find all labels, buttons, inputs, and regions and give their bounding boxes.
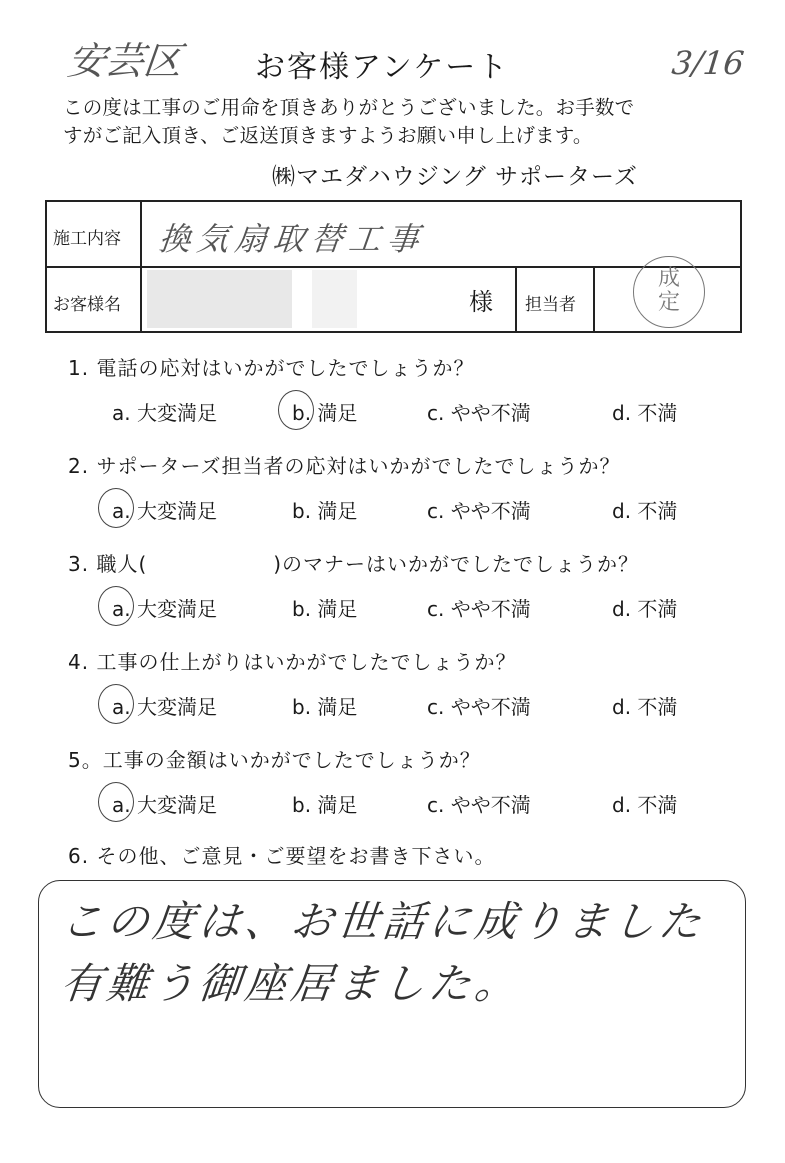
option-b[interactable]: b. 満足: [292, 597, 358, 621]
option-a[interactable]: a. 大変満足: [112, 499, 217, 523]
redacted-name: [147, 270, 292, 328]
selected-circle-mark: [98, 488, 134, 528]
redacted-name: [312, 270, 357, 328]
comments-box[interactable]: [38, 880, 746, 1108]
intro-line-2: すがご記入頂き、ご返送頂きますようお願い申し上げます。: [63, 124, 593, 147]
option-a[interactable]: a. 大変満足: [112, 793, 217, 817]
option-d[interactable]: d. 不満: [612, 695, 678, 719]
divider: [515, 266, 517, 331]
date-handwritten: 3/16: [670, 44, 746, 82]
option-d[interactable]: d. 不満: [612, 597, 678, 621]
divider: [140, 202, 142, 331]
divider: [47, 266, 740, 268]
work-label: 施工内容: [53, 229, 121, 249]
option-b[interactable]: b. 満足: [292, 499, 358, 523]
option-a[interactable]: a. 大変満足: [112, 401, 217, 425]
customer-label: お客様名: [53, 295, 121, 315]
comments-question: 6. その他、ご意見・ご要望をお書き下さい。: [68, 844, 496, 868]
page-title: お客様アンケート: [255, 50, 510, 85]
option-a[interactable]: a. 大変満足: [112, 597, 217, 621]
comment-line-2: 有難う御座居ました。: [58, 959, 524, 1008]
comment-line-1: この度は、お世話に成りました: [58, 897, 708, 946]
option-d[interactable]: d. 不満: [612, 793, 678, 817]
option-c[interactable]: c. やや不満: [427, 793, 531, 817]
work-value[interactable]: 換気扇取替工事: [156, 220, 427, 258]
selected-circle-mark: [98, 684, 134, 724]
option-c[interactable]: c. やや不満: [427, 499, 531, 523]
option-c[interactable]: c. やや不満: [427, 695, 531, 719]
option-b[interactable]: b. 満足: [292, 793, 358, 817]
company-name: ㈱マエダハウジング サポーターズ: [272, 164, 638, 190]
question-text: 1. 電話の応対はいかがでしたでしょうか？: [68, 356, 475, 380]
option-a[interactable]: a. 大変満足: [112, 695, 217, 719]
intro-line-1: この度は工事のご用命を頂きありがとうございました。お手数で: [63, 96, 635, 119]
question-text: 5。工事の金額はいかがでしたでしょうか？: [68, 748, 481, 772]
option-b[interactable]: b. 満足: [292, 401, 358, 425]
selected-circle-mark: [98, 586, 134, 626]
district-handwritten: 安芸区: [65, 39, 184, 83]
question-text: 3. 職人( )のマナーはいかがでしたでしょうか？: [68, 552, 640, 576]
option-d[interactable]: d. 不満: [612, 401, 678, 425]
option-c[interactable]: c. やや不満: [427, 597, 531, 621]
divider: [593, 266, 595, 331]
option-c[interactable]: c. やや不満: [427, 401, 531, 425]
question-text: 2. サポーターズ担当者の応対はいかがでしたでしょうか？: [68, 454, 621, 478]
staff-stamp: 成定: [633, 256, 705, 328]
selected-circle-mark: [278, 390, 314, 430]
option-d[interactable]: d. 不満: [612, 499, 678, 523]
info-table: [45, 200, 742, 333]
option-b[interactable]: b. 満足: [292, 695, 358, 719]
question-text: 4. 工事の仕上がりはいかがでしたでしょうか？: [68, 650, 517, 674]
customer-suffix: 様: [469, 288, 493, 316]
staff-label: 担当者: [525, 295, 576, 315]
selected-circle-mark: [98, 782, 134, 822]
